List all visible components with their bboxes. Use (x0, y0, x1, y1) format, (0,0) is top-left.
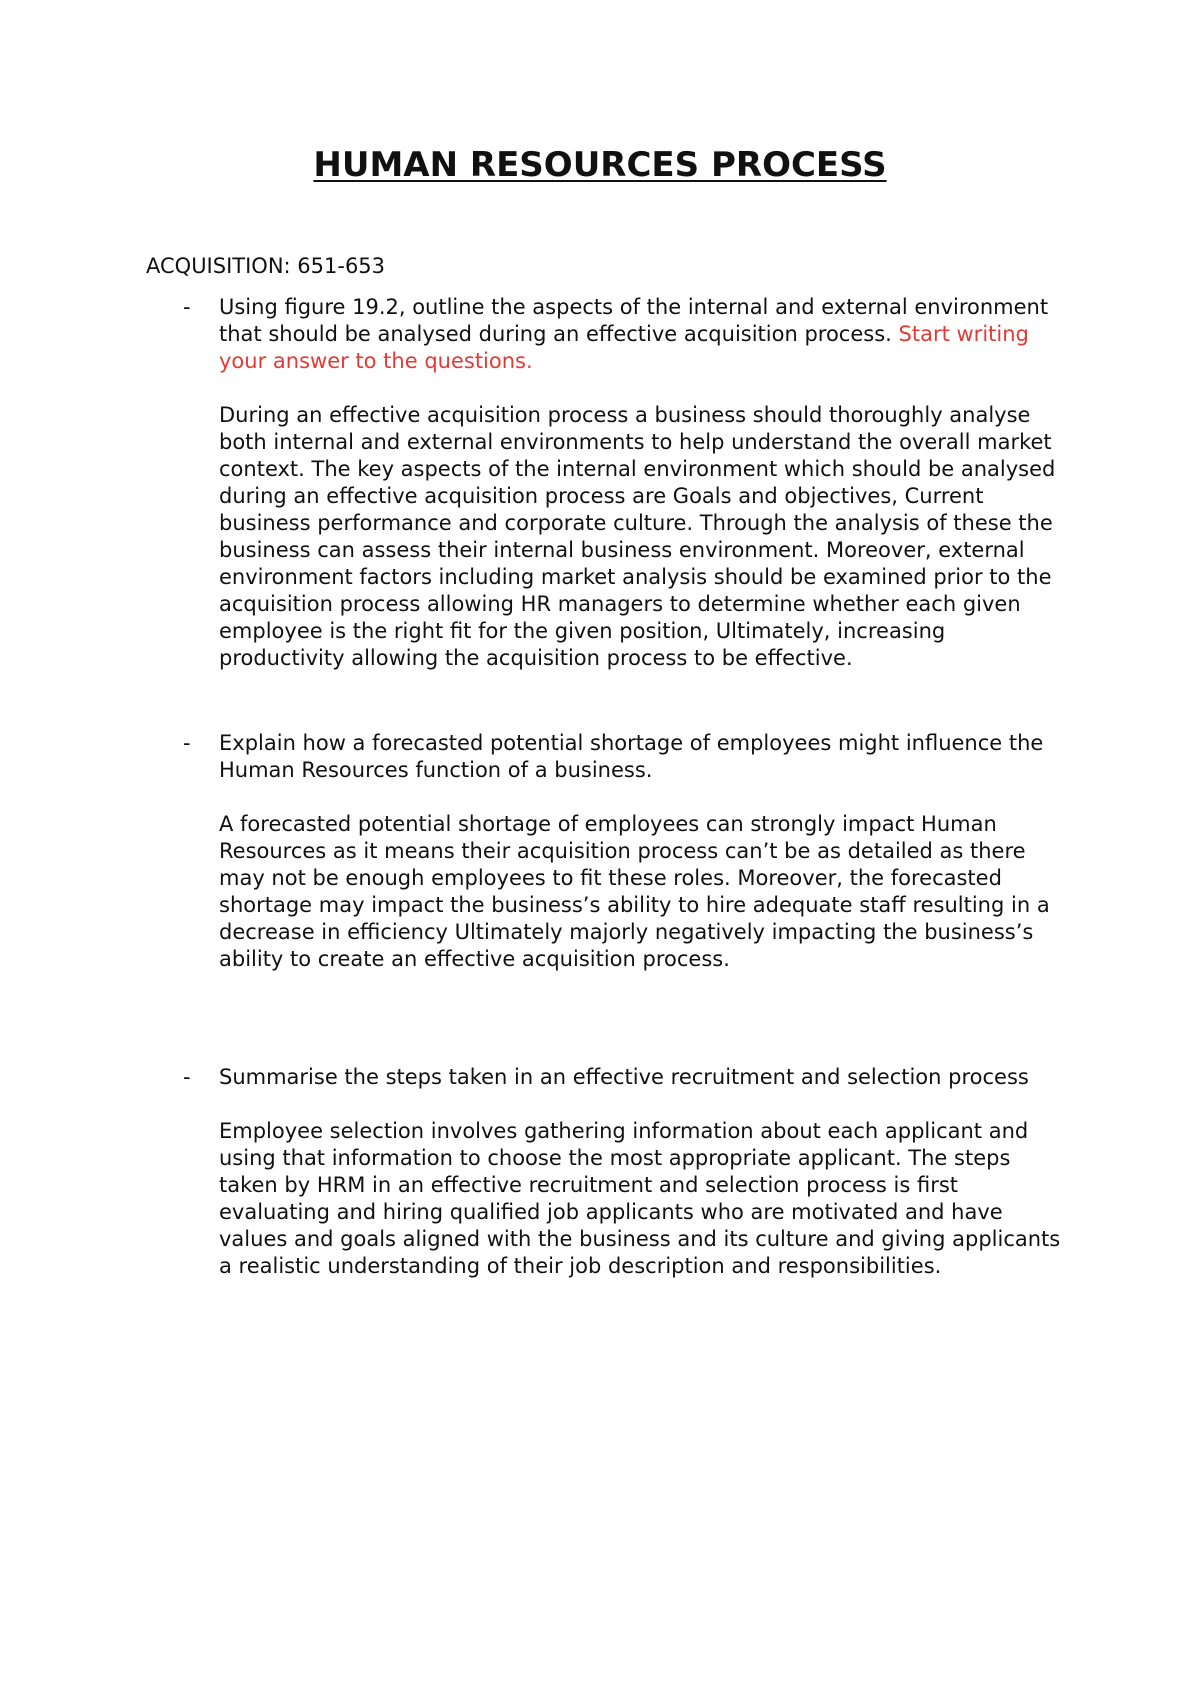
question-item (146, 730, 1066, 973)
question-text (219, 294, 1069, 375)
question-item (146, 1064, 1066, 1280)
page-title: HUMAN RESOURCES PROCESS (313, 145, 887, 185)
question-text: Explain how a forecasted potential shortage of employees might influence the Human Resources function of a business. (219, 731, 1044, 782)
bullet-dash: - (183, 731, 191, 755)
section-heading: ACQUISITION: 651-653 (146, 254, 386, 278)
answer-text: A forecasted potential shortage of employees can strongly impact Human Resources as it means their acquisition process can’t be as detailed as there may not be enough employees to fit these roles. Moreover, the forecasted shortage may impact the business’s ability to hire adequate staff resulting in a decrease in efficiency Ultimately majorly negatively impacting the business’s ability to create an effective acquisition process. (219, 812, 1050, 971)
bullet-dash: - (183, 1065, 191, 1089)
question-text: Summarise the steps taken in an effective recruitment and selection process (219, 1065, 1029, 1089)
answer-prompt: Start writing your answer to the questions. (219, 322, 1029, 373)
question-item (146, 294, 1066, 672)
answer-text: Employee selection involves gathering information about each applicant and using that information to choose the most appropriate applicant. The steps taken by HRM in an effective recruitment and selection process is first evaluating and hiring qualified job applicants who are motivated and have values and goals aligned with the business and its culture and giving applicants a realistic understanding of their job description and responsibilities. (219, 1119, 1061, 1278)
bullet-dash: - (183, 295, 191, 319)
answer-text: During an effective acquisition process a business should thoroughly analyse both internal and external environments to help understand the overall market context. The key aspects of the internal environment which should be analysed during an effective acquisition process are Goals and objectives, Current business performance and corporate culture. Through the analysis of these the business can assess their internal business environment. Moreover, external environment factors including market analysis should be examined prior to the acquisition process allowing HR managers to determine whether each given employee is the right fit for the given position, Ultimately, increasing productivity allowing the acquisition process to be effective. (219, 403, 1056, 670)
question-body: Using figure 19.2, outline the aspects of the internal and external environment that should be analysed during an effective acquisition process. (219, 295, 1049, 346)
